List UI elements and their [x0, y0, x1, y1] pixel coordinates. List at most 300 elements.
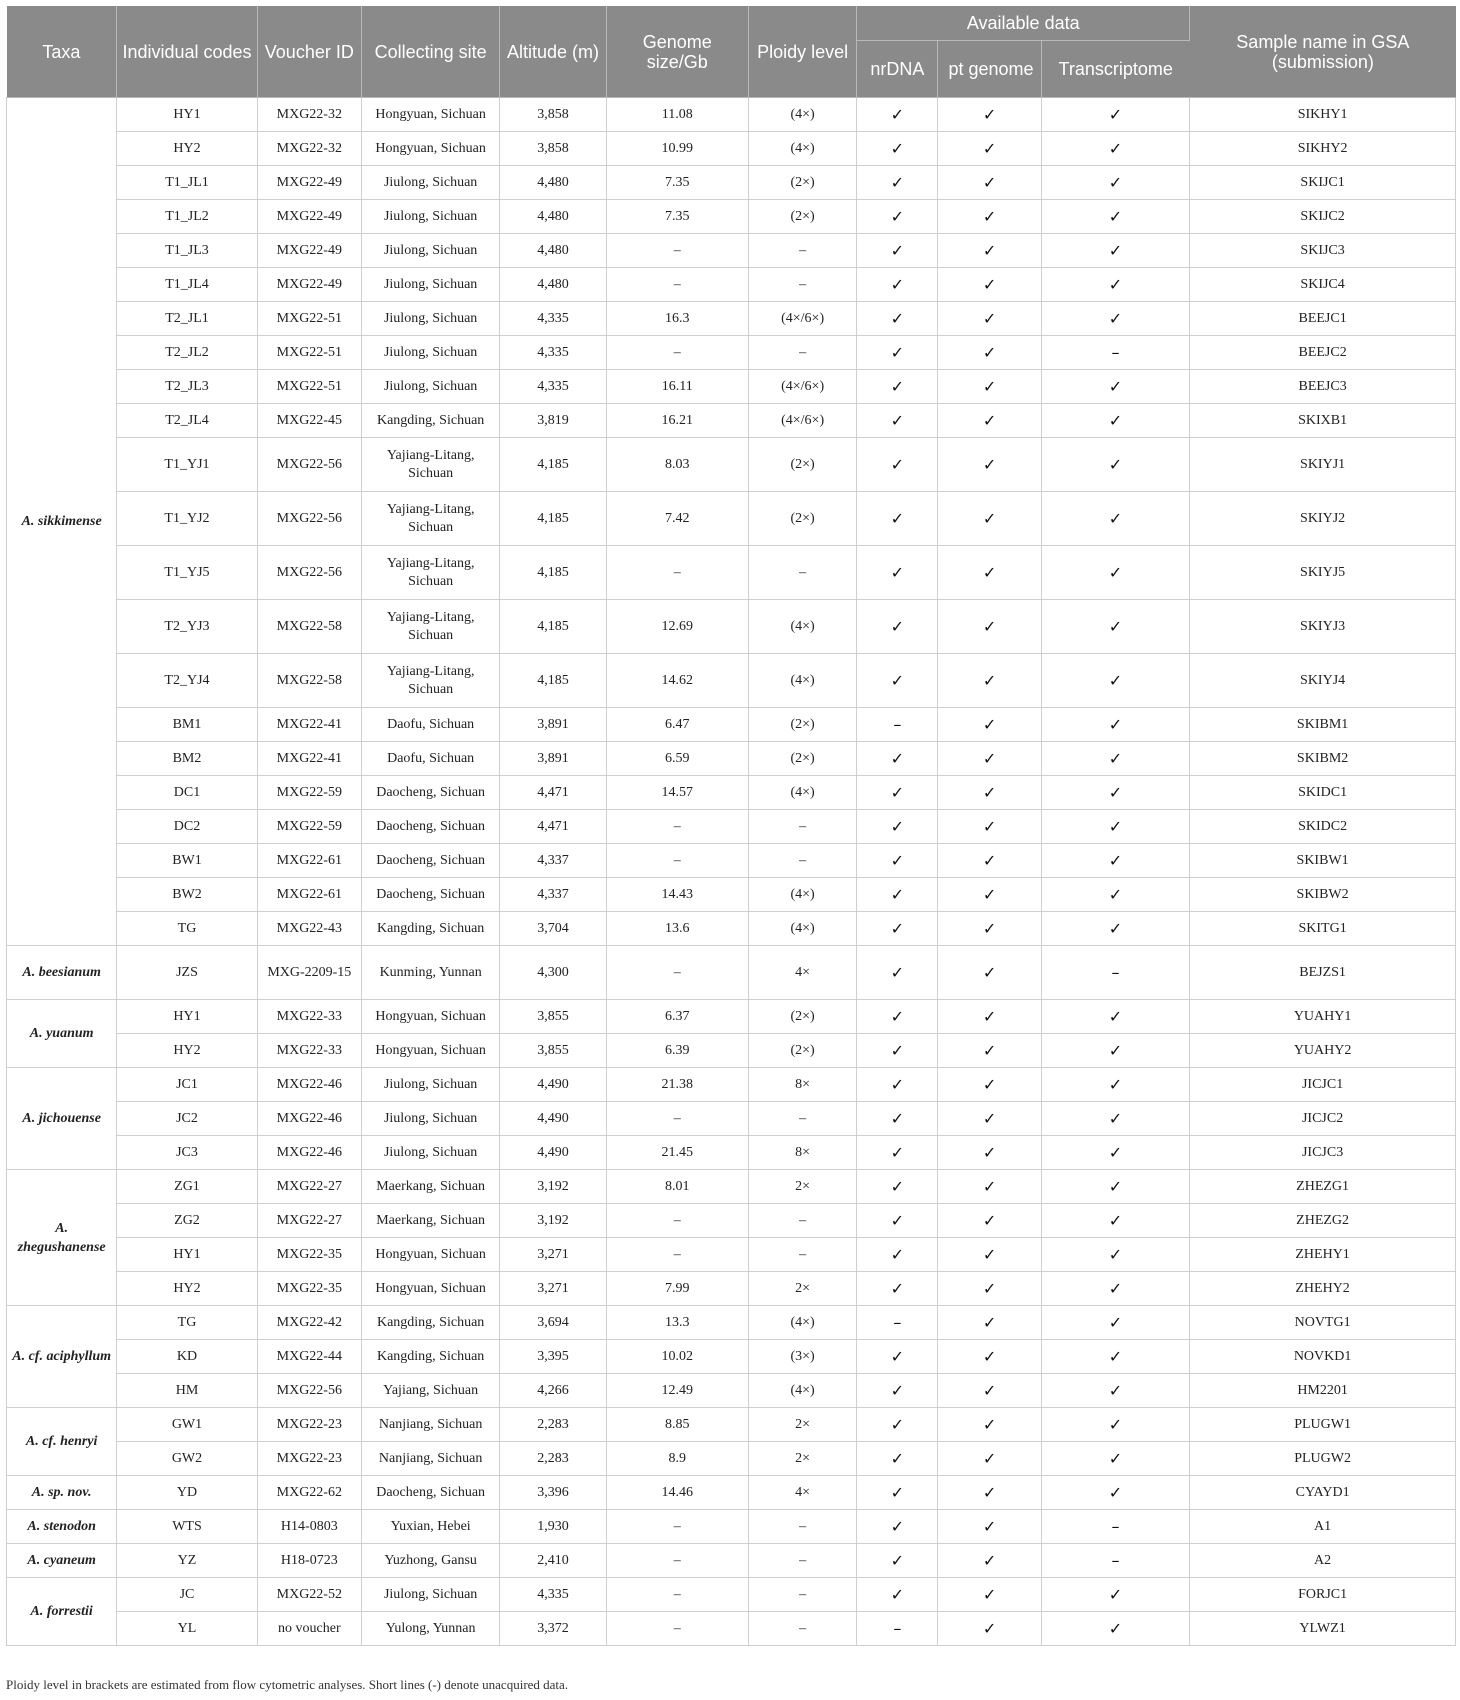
altitude-cell: 4,335 [500, 370, 606, 404]
voucher-id-cell: MXG22-62 [257, 1476, 361, 1510]
voucher-id-cell: MXG22-33 [257, 1034, 361, 1068]
table-row [7, 1408, 1456, 1442]
voucher-id-cell: MXG22-23 [257, 1408, 361, 1442]
individual-code-cell: DC2 [117, 810, 257, 844]
voucher-id-cell: MXG22-59 [257, 776, 361, 810]
collecting-site-cell: Jiulong, Sichuan [361, 200, 499, 234]
genome-size-cell: – [606, 810, 748, 844]
taxa-cell: A. beesianum [7, 946, 117, 1000]
table-row [7, 1544, 1456, 1578]
voucher-id-cell: MXG22-41 [257, 708, 361, 742]
pt-genome-cell: ✓ [938, 810, 1041, 844]
voucher-id-cell: MXG22-56 [257, 492, 361, 546]
taxa-cell: A. sikkimense [7, 98, 117, 946]
table-row [7, 810, 1456, 844]
pt-genome-cell: ✓ [938, 1408, 1041, 1442]
sample-name-cell: JICJC2 [1190, 1102, 1456, 1136]
transcriptome-cell: ✓ [1041, 708, 1189, 742]
pt-genome-cell: ✓ [938, 268, 1041, 302]
altitude-cell: 3,694 [500, 1306, 606, 1340]
transcriptome-cell: ✓ [1041, 1612, 1189, 1646]
nrdna-cell: ✓ [857, 370, 938, 404]
table-row [7, 166, 1456, 200]
transcriptome-cell: ✓ [1041, 438, 1189, 492]
table-row [7, 1578, 1456, 1612]
header-transcriptome: Transcriptome [1041, 41, 1189, 98]
table-row [7, 438, 1456, 492]
table-row [7, 1340, 1456, 1374]
collecting-site-cell: Jiulong, Sichuan [361, 268, 499, 302]
sample-name-cell: SKIYJ2 [1190, 492, 1456, 546]
ploidy-level-cell: (2×) [748, 1034, 856, 1068]
sample-name-cell: ZHEHY1 [1190, 1238, 1456, 1272]
genome-size-cell: 14.43 [606, 878, 748, 912]
voucher-id-cell: MXG22-51 [257, 370, 361, 404]
transcriptome-cell: – [1041, 946, 1189, 1000]
nrdna-cell: ✓ [857, 1068, 938, 1102]
table-row [7, 878, 1456, 912]
pt-genome-cell: ✓ [938, 1204, 1041, 1238]
individual-code-cell: TG [117, 1306, 257, 1340]
genome-size-cell: – [606, 1544, 748, 1578]
sample-name-cell: SIKHY1 [1190, 98, 1456, 132]
sample-name-cell: BEEJC3 [1190, 370, 1456, 404]
voucher-id-cell: MXG22-58 [257, 600, 361, 654]
sample-name-cell: A1 [1190, 1510, 1456, 1544]
pt-genome-cell: ✓ [938, 912, 1041, 946]
nrdna-cell: – [857, 1306, 938, 1340]
genome-size-cell: 13.6 [606, 912, 748, 946]
altitude-cell: 4,480 [500, 200, 606, 234]
altitude-cell: 3,855 [500, 1000, 606, 1034]
collecting-site-cell: Daofu, Sichuan [361, 708, 499, 742]
nrdna-cell: ✓ [857, 492, 938, 546]
sample-name-cell: ZHEZG1 [1190, 1170, 1456, 1204]
individual-code-cell: HY1 [117, 98, 257, 132]
individual-code-cell: T2_JL3 [117, 370, 257, 404]
sample-name-cell: NOVKD1 [1190, 1340, 1456, 1374]
table-wrapper [6, 6, 1456, 1646]
sample-name-cell: SKITG1 [1190, 912, 1456, 946]
genome-size-cell: – [606, 234, 748, 268]
ploidy-level-cell: (4×/6×) [748, 404, 856, 438]
genome-size-cell: 6.37 [606, 1000, 748, 1034]
pt-genome-cell: ✓ [938, 1306, 1041, 1340]
transcriptome-cell: ✓ [1041, 1068, 1189, 1102]
sample-name-cell: SKIDC1 [1190, 776, 1456, 810]
voucher-id-cell: MXG22-46 [257, 1068, 361, 1102]
altitude-cell: 3,192 [500, 1170, 606, 1204]
genome-size-cell: 8.85 [606, 1408, 748, 1442]
taxa-cell: A. jichouense [7, 1068, 117, 1170]
collecting-site-cell: Jiulong, Sichuan [361, 1578, 499, 1612]
ploidy-level-cell: 2× [748, 1408, 856, 1442]
voucher-id-cell: MXG22-41 [257, 742, 361, 776]
transcriptome-cell: ✓ [1041, 370, 1189, 404]
ploidy-level-cell: (4×) [748, 600, 856, 654]
nrdna-cell: ✓ [857, 1408, 938, 1442]
individual-code-cell: HY2 [117, 132, 257, 166]
sample-name-cell: YUAHY1 [1190, 1000, 1456, 1034]
genome-size-cell: – [606, 1204, 748, 1238]
individual-code-cell: T2_JL1 [117, 302, 257, 336]
transcriptome-cell: ✓ [1041, 1408, 1189, 1442]
voucher-id-cell: MXG22-51 [257, 302, 361, 336]
ploidy-level-cell: – [748, 1102, 856, 1136]
nrdna-cell: ✓ [857, 1476, 938, 1510]
collecting-site-cell: Kangding, Sichuan [361, 1340, 499, 1374]
transcriptome-cell: ✓ [1041, 1204, 1189, 1238]
table-row [7, 1238, 1456, 1272]
pt-genome-cell: ✓ [938, 878, 1041, 912]
altitude-cell: 4,185 [500, 600, 606, 654]
sample-name-cell: JICJC1 [1190, 1068, 1456, 1102]
collecting-site-cell: Jiulong, Sichuan [361, 370, 499, 404]
collecting-site-cell: Jiulong, Sichuan [361, 336, 499, 370]
nrdna-cell: ✓ [857, 1578, 938, 1612]
individual-code-cell: BW1 [117, 844, 257, 878]
voucher-id-cell: MXG22-44 [257, 1340, 361, 1374]
altitude-cell: 4,335 [500, 302, 606, 336]
sample-name-cell: SKIYJ1 [1190, 438, 1456, 492]
pt-genome-cell: ✓ [938, 1000, 1041, 1034]
table-row [7, 1136, 1456, 1170]
ploidy-level-cell: 8× [748, 1068, 856, 1102]
genome-size-cell: 14.62 [606, 654, 748, 708]
transcriptome-cell: ✓ [1041, 546, 1189, 600]
genome-size-cell: – [606, 268, 748, 302]
voucher-id-cell: MXG22-56 [257, 1374, 361, 1408]
nrdna-cell: ✓ [857, 946, 938, 1000]
genome-size-cell: 6.39 [606, 1034, 748, 1068]
ploidy-level-cell: – [748, 234, 856, 268]
nrdna-cell: ✓ [857, 776, 938, 810]
transcriptome-cell: ✓ [1041, 912, 1189, 946]
collecting-site-cell: Jiulong, Sichuan [361, 1136, 499, 1170]
altitude-cell: 4,471 [500, 810, 606, 844]
sample-name-cell: SKIYJ3 [1190, 600, 1456, 654]
pt-genome-cell: ✓ [938, 1544, 1041, 1578]
header-genome-size: Genome size/Gb [606, 6, 748, 98]
ploidy-level-cell: (4×) [748, 776, 856, 810]
pt-genome-cell: ✓ [938, 844, 1041, 878]
ploidy-level-cell: – [748, 1238, 856, 1272]
transcriptome-cell: ✓ [1041, 1442, 1189, 1476]
individual-code-cell: GW1 [117, 1408, 257, 1442]
voucher-id-cell: MXG22-27 [257, 1170, 361, 1204]
table-row [7, 1510, 1456, 1544]
nrdna-cell: ✓ [857, 1272, 938, 1306]
collecting-site-cell: Kangding, Sichuan [361, 912, 499, 946]
pt-genome-cell: ✓ [938, 776, 1041, 810]
table-body [7, 98, 1456, 1646]
nrdna-cell: ✓ [857, 742, 938, 776]
genome-size-cell: 14.46 [606, 1476, 748, 1510]
genome-size-cell: 21.38 [606, 1068, 748, 1102]
genome-size-cell: 16.3 [606, 302, 748, 336]
nrdna-cell: ✓ [857, 810, 938, 844]
header-taxa: Taxa [7, 6, 117, 98]
nrdna-cell: ✓ [857, 546, 938, 600]
individual-code-cell: T1_YJ1 [117, 438, 257, 492]
altitude-cell: 2,283 [500, 1408, 606, 1442]
altitude-cell: 3,192 [500, 1204, 606, 1238]
collecting-site-cell: Daofu, Sichuan [361, 742, 499, 776]
voucher-id-cell: MXG22-27 [257, 1204, 361, 1238]
ploidy-level-cell: – [748, 268, 856, 302]
altitude-cell: 4,480 [500, 234, 606, 268]
transcriptome-cell: ✓ [1041, 404, 1189, 438]
table-row [7, 336, 1456, 370]
ploidy-level-cell: – [748, 336, 856, 370]
ploidy-level-cell: (4×) [748, 878, 856, 912]
sample-name-cell: BEJZS1 [1190, 946, 1456, 1000]
nrdna-cell: ✓ [857, 438, 938, 492]
voucher-id-cell: MXG22-43 [257, 912, 361, 946]
individual-code-cell: DC1 [117, 776, 257, 810]
header-altitude: Altitude (m) [500, 6, 606, 98]
nrdna-cell: ✓ [857, 1510, 938, 1544]
individual-code-cell: T1_JL1 [117, 166, 257, 200]
collecting-site-cell: Yajiang-Litang, Sichuan [361, 438, 499, 492]
sample-name-cell: JICJC3 [1190, 1136, 1456, 1170]
header-nrdna: nrDNA [857, 41, 938, 98]
table-row [7, 1612, 1456, 1646]
ploidy-level-cell: 2× [748, 1272, 856, 1306]
transcriptome-cell: ✓ [1041, 1306, 1189, 1340]
nrdna-cell: ✓ [857, 1102, 938, 1136]
voucher-id-cell: MXG22-32 [257, 98, 361, 132]
collecting-site-cell: Kangding, Sichuan [361, 404, 499, 438]
nrdna-cell: ✓ [857, 1170, 938, 1204]
genome-size-cell: 8.03 [606, 438, 748, 492]
transcriptome-cell: – [1041, 336, 1189, 370]
altitude-cell: 3,396 [500, 1476, 606, 1510]
individual-code-cell: BM2 [117, 742, 257, 776]
voucher-id-cell: MXG22-56 [257, 546, 361, 600]
nrdna-cell: – [857, 1612, 938, 1646]
ploidy-level-cell: 2× [748, 1442, 856, 1476]
individual-code-cell: T1_YJ2 [117, 492, 257, 546]
sample-name-cell: FORJC1 [1190, 1578, 1456, 1612]
genome-size-cell: 13.3 [606, 1306, 748, 1340]
genome-size-cell: 8.01 [606, 1170, 748, 1204]
transcriptome-cell: ✓ [1041, 98, 1189, 132]
pt-genome-cell: ✓ [938, 404, 1041, 438]
transcriptome-cell: ✓ [1041, 810, 1189, 844]
transcriptome-cell: ✓ [1041, 1340, 1189, 1374]
pt-genome-cell: ✓ [938, 1374, 1041, 1408]
altitude-cell: 3,271 [500, 1272, 606, 1306]
voucher-id-cell: MXG22-58 [257, 654, 361, 708]
individual-code-cell: BW2 [117, 878, 257, 912]
pt-genome-cell: ✓ [938, 600, 1041, 654]
collecting-site-cell: Daocheng, Sichuan [361, 1476, 499, 1510]
genome-size-cell: 10.02 [606, 1340, 748, 1374]
transcriptome-cell: ✓ [1041, 1374, 1189, 1408]
pt-genome-cell: ✓ [938, 546, 1041, 600]
voucher-id-cell: MXG22-33 [257, 1000, 361, 1034]
sample-name-cell: SKIBM2 [1190, 742, 1456, 776]
pt-genome-cell: ✓ [938, 1510, 1041, 1544]
genome-size-cell: – [606, 844, 748, 878]
genome-size-cell: 16.21 [606, 404, 748, 438]
table-row [7, 404, 1456, 438]
transcriptome-cell: – [1041, 1510, 1189, 1544]
pt-genome-cell: ✓ [938, 98, 1041, 132]
voucher-id-cell: MXG22-23 [257, 1442, 361, 1476]
genome-size-cell: 12.49 [606, 1374, 748, 1408]
nrdna-cell: – [857, 708, 938, 742]
pt-genome-cell: ✓ [938, 302, 1041, 336]
header-individual-codes: Individual codes [117, 6, 257, 98]
altitude-cell: 4,185 [500, 654, 606, 708]
pt-genome-cell: ✓ [938, 336, 1041, 370]
collecting-site-cell: Jiulong, Sichuan [361, 234, 499, 268]
ploidy-level-cell: (4×) [748, 98, 856, 132]
sample-name-cell: PLUGW1 [1190, 1408, 1456, 1442]
individual-code-cell: TG [117, 912, 257, 946]
transcriptome-cell: ✓ [1041, 776, 1189, 810]
collecting-site-cell: Hongyuan, Sichuan [361, 1238, 499, 1272]
transcriptome-cell: ✓ [1041, 302, 1189, 336]
sample-name-cell: SKIJC4 [1190, 268, 1456, 302]
altitude-cell: 4,266 [500, 1374, 606, 1408]
genome-size-cell: 7.42 [606, 492, 748, 546]
sample-name-cell: CYAYD1 [1190, 1476, 1456, 1510]
pt-genome-cell: ✓ [938, 1102, 1041, 1136]
collecting-site-cell: Daocheng, Sichuan [361, 844, 499, 878]
table-header [7, 6, 1456, 98]
genome-size-cell: – [606, 1102, 748, 1136]
collecting-site-cell: Daocheng, Sichuan [361, 776, 499, 810]
sample-name-cell: SIKHY2 [1190, 132, 1456, 166]
collecting-site-cell: Daocheng, Sichuan [361, 878, 499, 912]
table-row [7, 1034, 1456, 1068]
nrdna-cell: ✓ [857, 1340, 938, 1374]
voucher-id-cell: MXG22-49 [257, 166, 361, 200]
sample-name-cell: SKIJC2 [1190, 200, 1456, 234]
genome-size-cell: – [606, 1612, 748, 1646]
collecting-site-cell: Jiulong, Sichuan [361, 166, 499, 200]
altitude-cell: 4,337 [500, 844, 606, 878]
taxa-cell: A. stenodon [7, 1510, 117, 1544]
genome-size-cell: 6.47 [606, 708, 748, 742]
table-row [7, 1374, 1456, 1408]
ploidy-level-cell: (4×) [748, 132, 856, 166]
individual-code-cell: KD [117, 1340, 257, 1374]
transcriptome-cell: ✓ [1041, 1136, 1189, 1170]
voucher-id-cell: MXG22-46 [257, 1136, 361, 1170]
sample-name-cell: SKIXB1 [1190, 404, 1456, 438]
altitude-cell: 4,480 [500, 166, 606, 200]
sample-name-cell: SKIBW1 [1190, 844, 1456, 878]
genome-size-cell: 12.69 [606, 600, 748, 654]
collecting-site-cell: Hongyuan, Sichuan [361, 1272, 499, 1306]
genome-size-cell: 7.35 [606, 166, 748, 200]
sample-name-cell: NOVTG1 [1190, 1306, 1456, 1340]
genome-size-cell: 16.11 [606, 370, 748, 404]
voucher-id-cell: MXG22-49 [257, 200, 361, 234]
pt-genome-cell: ✓ [938, 1442, 1041, 1476]
pt-genome-cell: ✓ [938, 708, 1041, 742]
transcriptome-cell: ✓ [1041, 132, 1189, 166]
nrdna-cell: ✓ [857, 844, 938, 878]
genome-size-cell: – [606, 1238, 748, 1272]
nrdna-cell: ✓ [857, 302, 938, 336]
collecting-site-cell: Yulong, Yunnan [361, 1612, 499, 1646]
nrdna-cell: ✓ [857, 1544, 938, 1578]
pt-genome-cell: ✓ [938, 1068, 1041, 1102]
nrdna-cell: ✓ [857, 1136, 938, 1170]
individual-code-cell: JC3 [117, 1136, 257, 1170]
collecting-site-cell: Yajiang-Litang, Sichuan [361, 600, 499, 654]
header-available-data: Available data [857, 6, 1190, 41]
sample-name-cell: YLWZ1 [1190, 1612, 1456, 1646]
altitude-cell: 4,337 [500, 878, 606, 912]
pt-genome-cell: ✓ [938, 492, 1041, 546]
pt-genome-cell: ✓ [938, 234, 1041, 268]
table-row [7, 1272, 1456, 1306]
nrdna-cell: ✓ [857, 234, 938, 268]
genome-size-cell: 7.35 [606, 200, 748, 234]
transcriptome-cell: ✓ [1041, 1102, 1189, 1136]
header-sample-name: Sample name in GSA (submission) [1190, 6, 1456, 98]
nrdna-cell: ✓ [857, 404, 938, 438]
table-row [7, 1102, 1456, 1136]
table-row [7, 1068, 1456, 1102]
ploidy-level-cell: 8× [748, 1136, 856, 1170]
table-row [7, 844, 1456, 878]
pt-genome-cell: ✓ [938, 1170, 1041, 1204]
altitude-cell: 4,490 [500, 1068, 606, 1102]
altitude-cell: 4,185 [500, 492, 606, 546]
nrdna-cell: ✓ [857, 268, 938, 302]
altitude-cell: 3,819 [500, 404, 606, 438]
table-row [7, 600, 1456, 654]
altitude-cell: 3,395 [500, 1340, 606, 1374]
individual-code-cell: BM1 [117, 708, 257, 742]
sample-table [6, 6, 1456, 1646]
genome-size-cell: – [606, 1578, 748, 1612]
voucher-id-cell: MXG22-61 [257, 878, 361, 912]
table-row [7, 912, 1456, 946]
transcriptome-cell: ✓ [1041, 654, 1189, 708]
pt-genome-cell: ✓ [938, 370, 1041, 404]
altitude-cell: 4,185 [500, 546, 606, 600]
ploidy-level-cell: – [748, 1510, 856, 1544]
nrdna-cell: ✓ [857, 1238, 938, 1272]
collecting-site-cell: Jiulong, Sichuan [361, 1068, 499, 1102]
altitude-cell: 3,855 [500, 1034, 606, 1068]
header-voucher-id: Voucher ID [257, 6, 361, 98]
sample-name-cell: PLUGW2 [1190, 1442, 1456, 1476]
ploidy-level-cell: – [748, 810, 856, 844]
altitude-cell: 2,283 [500, 1442, 606, 1476]
sample-name-cell: SKIYJ4 [1190, 654, 1456, 708]
nrdna-cell: ✓ [857, 132, 938, 166]
pt-genome-cell: ✓ [938, 1034, 1041, 1068]
ploidy-level-cell: (2×) [748, 708, 856, 742]
table-row [7, 1442, 1456, 1476]
ploidy-level-cell: – [748, 844, 856, 878]
table-row [7, 708, 1456, 742]
ploidy-level-cell: (4×) [748, 1374, 856, 1408]
table-row [7, 302, 1456, 336]
altitude-cell: 4,335 [500, 1578, 606, 1612]
voucher-id-cell: MXG22-46 [257, 1102, 361, 1136]
ploidy-level-cell: (4×) [748, 912, 856, 946]
